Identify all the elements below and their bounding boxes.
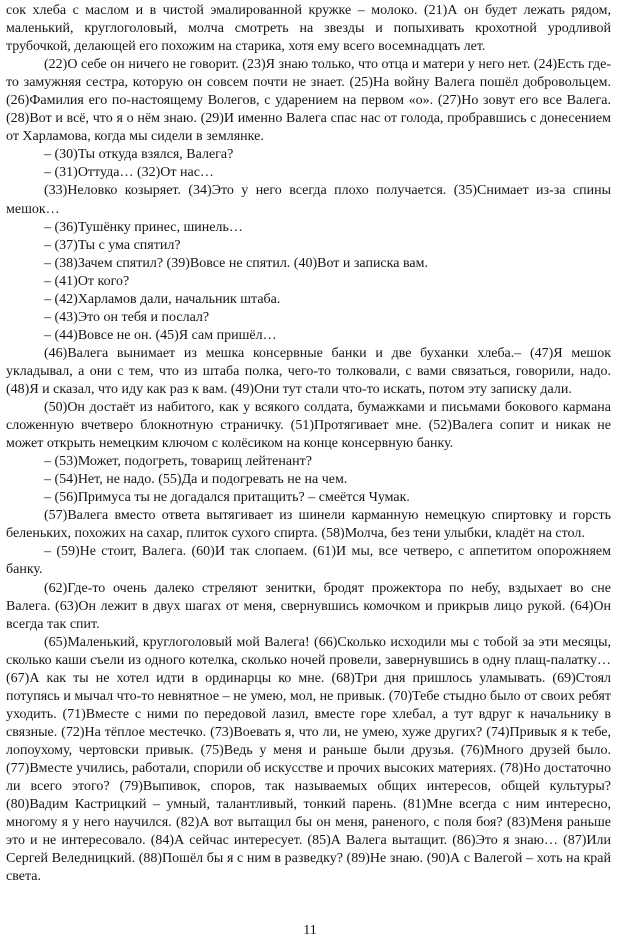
dialogue-line-56: – (56)Примуса ты не догадался притащить? – смеётся Чумак.: [44, 490, 410, 506]
dialogue-line-43: – (43)Это он тебя и послал?: [44, 309, 210, 325]
paragraph-46: (46)Валега вынимает из мешка консервные банки и две буханки хлеба.– (47)Я мешок укладывал, а они с тем, что из штаба полка, чего-то толковали, с вами связаться, говорили, надо. (48)Я и сказал, что иду как раз к вам. (49)Они тут стали что-то искать, потом эту записку дали.: [6, 345, 611, 397]
dialogue-line-31: – (31)Оттуда… (32)От нас…: [44, 165, 214, 181]
dialogue-line-54: – (54)Нет, не надо. (55)Да и подогревать не на чем.: [44, 472, 348, 488]
dialogue-line-36: – (36)Тушёнку принес, шинель…: [44, 219, 243, 235]
paragraph-50: (50)Он достаёт из набитого, как у всякого солдата, бумажками и письмами бокового кармана сложенную вчетверо блокнотную страничку. (51)Протягивает мне. (52)Валега сопит и никак не может открыть немецким ключом с колёсиком на конце консервную банку.: [6, 400, 611, 452]
paragraph-1: сок хлеба с маслом и в чистой эмалированной кружке – молоко. (21)А он будет лежать рядом, маленький, круглоголовый, молча смотреть на звезды и попыхивать крохотной уродливой трубочкой, делающей его похожим на старика, хотя ему всего восемнадцать лет.: [6, 3, 611, 55]
paragraph-57: (57)Валега вместо ответа вытягивает из шинели карманную немецкую спиртовку и горсть беленьких, похожих на сахар, плиток сухого спирта. (58)Молча, без тени улыбки, кладёт на стол.: [6, 508, 611, 542]
dialogue-line-42: – (42)Харламов дали, начальник штаба.: [44, 291, 281, 307]
dialogue-line-53: – (53)Может, подогреть, товарищ лейтенант?: [44, 454, 312, 470]
paragraph-33: (33)Неловко козыряет. (34)Это у него всегда плохо получается. (35)Снимает из-за спины мешок…: [6, 183, 611, 217]
dialogue-line-38: – (38)Зачем спятил? (39)Вовсе не спятил. (40)Вот и записка вам.: [44, 255, 428, 271]
paragraph-2: (22)О себе он ничего не говорит. (23)Я знаю только, что отца и матери у него нет. (24)Есть где-то замужняя сестра, которую он совсем почти не знает. (25)На войну Валега пошёл добровольцем. (26)Фамилия его по-настоящему Волегов, с ударением на первом «о». (27)Но зовут его все Валега. (28)Вот и всё, что я о нём знаю. (29)И именно Валега спас нас от голода, пробравшись с донесением от Харламова, когда мы сидели в землянке.: [6, 57, 611, 145]
dialogue-line-44: – (44)Вовсе не он. (45)Я сам пришёл…: [44, 327, 277, 343]
body-text: [6, 2, 611, 886]
dialogue-line-37: – (37)Ты с ума спятил?: [44, 237, 181, 253]
dialogue-line-59: – (59)Не стоит, Валега. (60)И так слопаем. (61)И мы, все четверо, с аппетитом опорожняем банку.: [6, 544, 611, 578]
paragraph-62: (62)Где-то очень далеко стреляют зенитки, бродят прожектора по небу, вздыхает во сне Валега. (63)Он лежит в двух шагах от меня, свернувшись комочком и прикрыв лицо рукой. (64)Он всегда так спит.: [6, 580, 611, 632]
dialogue-line-30: – (30)Ты откуда взялся, Валега?: [44, 147, 234, 163]
page-number: 11: [303, 923, 317, 938]
paragraph-65: (65)Маленький, круглоголовый мой Валега! (66)Сколько исходили мы с тобой за эти месяцы, сколько каши съели из одного котелка, сколько ночей провели, завернувшись в одну плащ-палатку… (67)А как ты не хотел идти в ординарцы ко мне. (68)Три дня пришлось уламывать. (69)Стоял потупясь и мычал что-то невнятное – не умею, мол, не привык. (70)Тебе стыдно было от своих ребят уходить. (71)Вместе с ними по передовой лазил, вместе горе хлебал, а тут вдруг к начальнику в связные. (72)На тёплое местечко. (73)Воевать я, что ли, не умею, хуже других? (74)Привык я к тебе, лопоухому, чертовски привык. (75)Ведь у меня и раньше были друзья. (76)Много друзей было. (77)Вместе учились, работали, спорили об искусстве и прочих высоких материях. (78)Но достаточно ли всего этого? (79)Выпивок, споров, так называемых общих интересов, общей культуры? (80)Вадим Кастрицкий – умный, талантливый, тонкий парень. (81)Мне всегда с ним интересно, многому я у него научился. (82)А вот вытащил бы он меня, раненого, с поля боя? (83)Меня раньше это и не интересовало. (84)А сейчас интересует. (85)А Валега вытащит. (86)Это я знаю… (87)Или Сергей Веледницкий. (88)Пошёл бы я с ним в разведку? (89)Не знаю. (90)А с Валегой – хоть на край света.: [6, 634, 611, 885]
dialogue-line-41: – (41)От кого?: [44, 273, 130, 289]
